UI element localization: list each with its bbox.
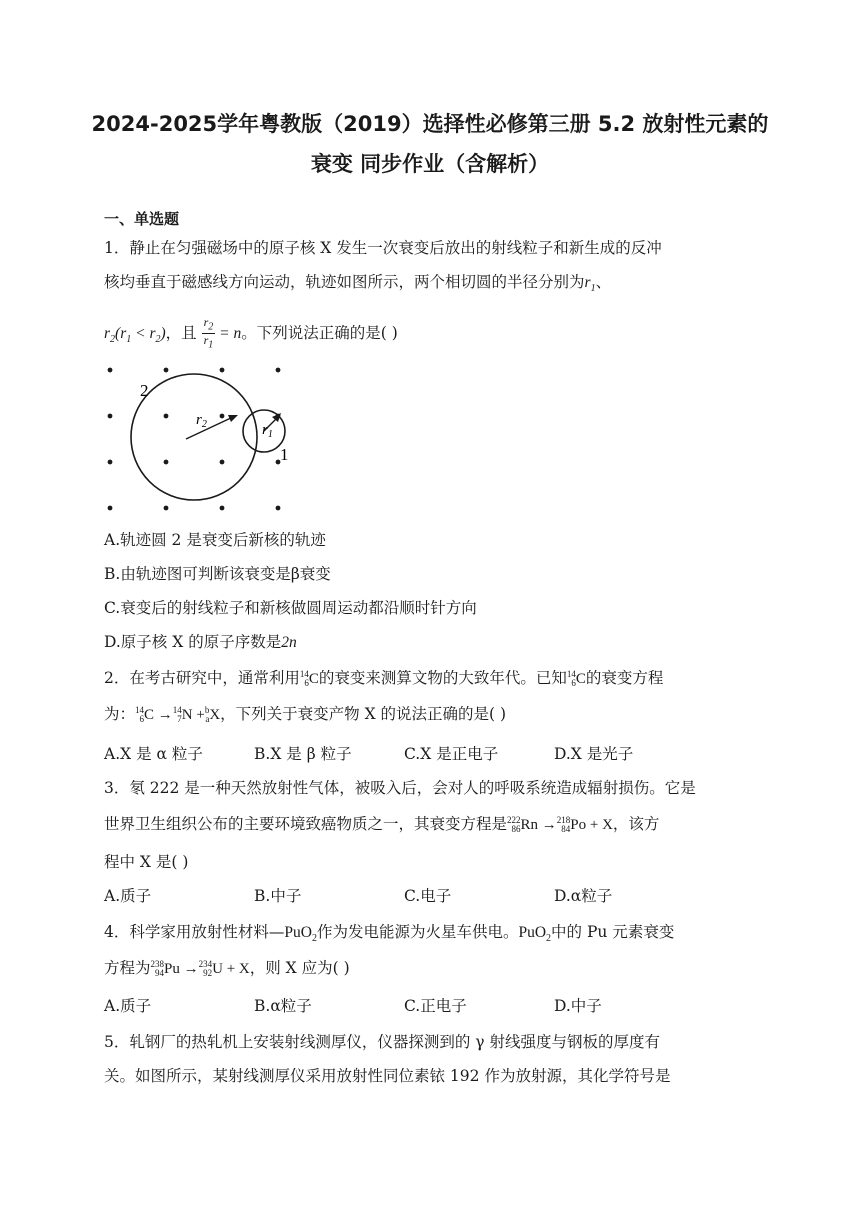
q1-r1: $r_1$ (584, 274, 596, 295)
q2-line-2 (104, 702, 506, 724)
field-dots (108, 368, 281, 511)
field-dot (108, 506, 113, 511)
q4-line-1-a: 4．科学家用放射性材料— (104, 923, 285, 941)
q4-option-d: D.中子 (554, 997, 602, 1015)
field-dot (164, 414, 169, 419)
q1-ratio-n: = n (215, 324, 242, 342)
q3-line-2-a: 世界卫生组织公布的主要环境致癌物质之一，其衰变方程是 (104, 815, 508, 833)
q1-line-1: 1．静止在匀强磁场中的原子核 X 发生一次衰变后放出的射线粒子和新生成的反冲 (104, 239, 662, 257)
q3-line-2-b: ，该方 (612, 815, 660, 833)
carbon-14-nuclide: 14 6 C (299, 669, 319, 689)
q1-option-b: B.由轨迹图可判断该衰变是β衰变 (104, 565, 331, 583)
puo2-formula: PuO$_2$ (518, 924, 552, 945)
field-dot (108, 414, 113, 419)
q3-line-1: 3．氡 222 是一种天然放射性气体，被吸入后，会对人的呼吸系统造成辐射损伤。它是 (104, 779, 696, 797)
puo2-formula: PuO$_2$ (284, 924, 317, 945)
title-line-1: 2024-2025学年粤教版（2019）选择性必修第三册 5.2 放射性元素的 (91, 112, 769, 136)
q3-option-d: D.α粒子 (554, 887, 613, 905)
q2-line-2-a: 为： (104, 705, 136, 723)
q1-option-a: A.轨迹圆 2 是衰变后新核的轨迹 (104, 531, 326, 549)
field-dot (108, 460, 113, 465)
q1-option-c: C.衰变后的射线粒子和新核做圆周运动都沿顺时针方向 (104, 599, 477, 617)
q3-line-2 (104, 812, 659, 834)
q1-line-2: 核均垂直于磁感线方向运动，轨迹如图所示，两个相切圆的半径分别为$r_1$、 (104, 273, 612, 295)
q2-line-1-b: 的衰变来测算文物的大致年代。已知 (318, 669, 567, 687)
field-dot (276, 506, 281, 511)
q1-ratio-fraction: $\frac{r_2}{r_1}$ (203, 315, 214, 351)
field-dot (220, 460, 225, 465)
q4-line-2 (104, 956, 350, 978)
field-dot (164, 506, 169, 511)
circle-1-label: 1 (280, 445, 289, 464)
q1-option-d-text: D.原子核 X 的原子序数是 (104, 633, 282, 651)
field-dot (276, 368, 281, 373)
r2-arrowhead (228, 415, 238, 422)
section-heading: 一、单选题 (104, 210, 180, 228)
q1-magnetic-field-figure (100, 360, 300, 520)
q4-option-c: C.正电子 (404, 997, 467, 1015)
q4-line-2-b: ，则 X 应为( ) (249, 959, 350, 977)
q2-line-1 (104, 666, 663, 688)
q3-line-3: 程中 X 是( ) (104, 853, 189, 871)
field-dot (164, 368, 169, 373)
q2-line-2-b: ，下列关于衰变产物 X 的说法正确的是( ) (220, 705, 507, 723)
field-dot (220, 414, 225, 419)
q1-line-3-text: ，且 (165, 323, 197, 342)
q3-option-a: A.质子 (104, 887, 152, 905)
q2-option-b: B.X 是 β 粒子 (254, 745, 352, 763)
q3-decay-equation: 222 86 Rn → 218 84 Po + X (507, 815, 613, 835)
r2-label: $r_2$ (196, 412, 207, 430)
q3-option-c: C.电子 (404, 887, 452, 905)
document-title (60, 104, 800, 184)
q1-line-3 (104, 316, 398, 352)
q4-line-1-b: 作为发电能源为火星车供电。 (316, 923, 519, 941)
q5-line-1: 5．轧钢厂的热轧机上安装射线测厚仪，仪器探测到的 γ 射线强度与钢板的厚度有 (104, 1033, 660, 1051)
field-dot (220, 506, 225, 511)
field-dot (164, 460, 169, 465)
trajectory-circle-2 (131, 374, 257, 500)
r1-label: $r_1$ (262, 422, 273, 440)
r2-arrow (186, 417, 233, 439)
q2-decay-equation: 14 6 C → 14 7 N + b a X (135, 705, 221, 725)
q1-r2-condition: $r_2(r_1 < r_2)$ (104, 324, 166, 345)
q1-line-3-tail: 。下列说法正确的是( ) (241, 323, 398, 342)
q1-option-d-math: 2n (281, 634, 297, 651)
q4-decay-equation: 238 94 Pu → 234 92 U + X (150, 959, 250, 979)
q4-option-a: A.质子 (104, 997, 152, 1015)
q2-option-c: C.X 是正电子 (404, 745, 499, 763)
q5-line-2: 关。如图所示，某射线测厚仪采用放射性同位素铱 192 作为放射源，其化学符号是 (104, 1067, 671, 1085)
q4-line-1 (104, 920, 674, 944)
q2-option-d: D.X 是光子 (554, 745, 634, 763)
field-dot (220, 368, 225, 373)
q2-line-1-c: 的衰变方程 (585, 669, 664, 687)
field-dot (108, 368, 113, 373)
circle-2-label: 2 (140, 381, 149, 400)
q2-option-a: A.X 是 α 粒子 (104, 745, 203, 763)
q4-option-b: B.α粒子 (254, 997, 312, 1015)
q3-option-b: B.中子 (254, 887, 302, 905)
q4-line-2-a: 方程为 (104, 959, 151, 977)
q2-line-1-a: 2．在考古研究中，通常利用 (104, 669, 300, 687)
q4-line-1-c: 中的 Pu 元素衰变 (551, 923, 675, 941)
title-line-2: 衰变 同步作业（含解析） (310, 152, 550, 176)
q1-option-d (104, 630, 297, 652)
q1-line-2-text: 核均垂直于磁感线方向运动，轨迹如图所示，两个相切圆的半径分别为 (104, 273, 585, 291)
carbon-14-nuclide: 14 6 C (566, 669, 586, 689)
